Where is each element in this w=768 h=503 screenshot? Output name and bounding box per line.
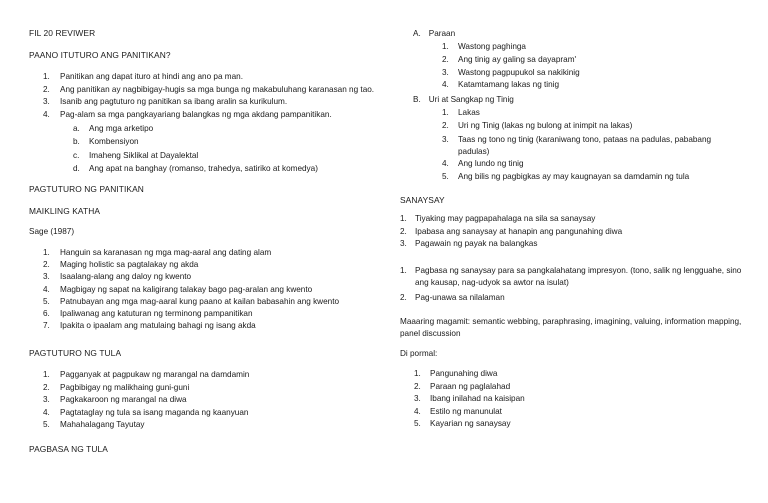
list-item: 4. Magbigay ng sapat na kaligirang talakay bago pag-aralan ang kwento [43,284,313,294]
section-a-heading: A. Paraan [413,29,456,38]
paraan-list [442,42,742,93]
sage-reference: Sage (1987) [29,227,75,236]
list-item: c. Imaheng Siklikal at Dayalektal [73,150,199,160]
list-item: 1. Panitikan ang dapat ituro at hindi ang ano pa man. [43,72,243,81]
paano-sublist [73,124,383,177]
list-item: 1. Pagganyak at pagpukaw ng marangal na damdamin [43,370,250,379]
list-item: 2. Pagbibigay ng malikhaing guni-guni [43,382,190,392]
list-item: 1. Hanguin sa karanasan ng mga mag-aaral ang dating alam [43,248,272,257]
di-pormal-list [414,369,714,432]
list-item: 1. Tiyaking may pagpapahalaga na sila sa sanaysay [400,214,596,223]
di-pormal-label: Di pormal: [400,349,438,358]
list-item: 2. Uri ng Tinig (lakas ng bulong at inimpit na lakas) [442,120,633,130]
list-item: 2. Pag-unawa sa nilalaman [400,293,505,302]
heading-pagbasa-tula: PAGBASA NG TULA [29,444,108,454]
section-b-heading: B. Uri at Sangkap ng Tinig [413,95,514,104]
list-item: b. Kombensiyon [73,137,139,147]
list-item: 4. Pag-alam sa mga pangkayariang balangkas ng mga akdang pampanitikan. [43,109,332,119]
list-item: 3. Taas ng tono ng tinig (karaniwang tono, pataas na padulas, pababang padulas) [442,134,712,157]
heading-pagtuturo-panitikan: PAGTUTURO NG PANITIKAN [29,184,144,194]
heading-sanaysay: SANAYSAY [400,195,445,205]
list-item: 5. Kayarian ng sanaysay [414,419,511,429]
list-item: 3. Wastong pagpupukol sa nakikinig [442,67,580,77]
list-item: 6. Ipaliwanag ang katuturan ng terminong pampanitikan [43,308,253,318]
list-item: 4. Estilo ng manunulat [414,406,502,416]
list-item: 1. Wastong paghinga [442,42,526,51]
list-item: 5. Mahahalagang Tayutay [43,420,145,430]
list-item: a. Ang mga arketipo [73,124,154,133]
list-item: 2. Maging holistic sa pagtalakay ng akda [43,260,199,270]
list-item: 4. Ang lundo ng tinig [442,159,524,169]
heading-pagtuturo-tula: PAGTUTURO NG TULA [29,348,122,358]
list-item: 2. Ang tinig ay galing sa dayapram' [442,54,577,64]
list-item: 4. Pagtataglay ng tula sa isang maganda ng kaanyuan [43,407,249,417]
list-item: 2. Ipabasa ang sanaysay at hanapin ang pangunahing diwa [400,226,623,236]
tula-list [43,370,393,433]
sage-list [43,248,393,333]
paano-list [43,72,393,122]
list-item: 3. Pagawain ng payak na balangkas [400,239,538,249]
list-item: 2. Ang panitikan ay nagbibigay-hugis sa mga bunga ng makabuluhang karanasan ng tao. [43,84,375,94]
list-item: d. Ang apat na banghay (romanso, trahedya, satiriko at komedya) [73,163,318,173]
list-item: 3. Ibang inilahad na kaisipan [414,394,525,404]
heading-maikling-katha: MAIKLING KATHA [29,206,101,216]
list-item: 2. Paraan ng paglalahad [414,381,511,391]
list-item: 3. Pagkakaroon ng marangal na diwa [43,395,187,405]
document-title: FIL 20 REVIWER [29,28,96,38]
sanaysay-list-1 [400,214,745,252]
tinig-list [442,108,742,185]
list-item: 1. Pagbasa ng sanaysay para sa pangkalahatang impresyon. (tono, salik ng lengguahe, sino ang kausap, nag-udyok sa awtor na isulat) [400,266,742,288]
maaaring-magamit-text: Maaaring magamit: semantic webbing, paraphrasing, imagining, valuing, information mapping, panel discussion [400,317,742,339]
list-item: 4. Katamtamang lakas ng tinig [442,80,560,90]
list-item: 3. Isaalang-alang ang daloy ng kwento [43,272,192,282]
list-item: 7. Ipakita o ipaalam ang matulaing bahagi ng isang akda [43,321,256,331]
list-item: 3. Isanib ang pagtuturo ng panitikan sa ibang aralin sa kurikulum. [43,97,288,107]
list-item: 1. Pangunahing diwa [414,369,498,378]
list-item: 5. Ang bilis ng pagbigkas ay may kaugnayan sa damdamin ng tula [442,171,690,181]
list-item: 1. Lakas [442,108,480,117]
list-item: 5. Patnubayan ang mga mag-aaral kung paano at kailan babasahin ang kwento [43,296,340,306]
sanaysay-list-2 [400,265,745,306]
heading-paano-ituturo: PAANO ITUTURO ANG PANITIKAN? [29,50,171,60]
